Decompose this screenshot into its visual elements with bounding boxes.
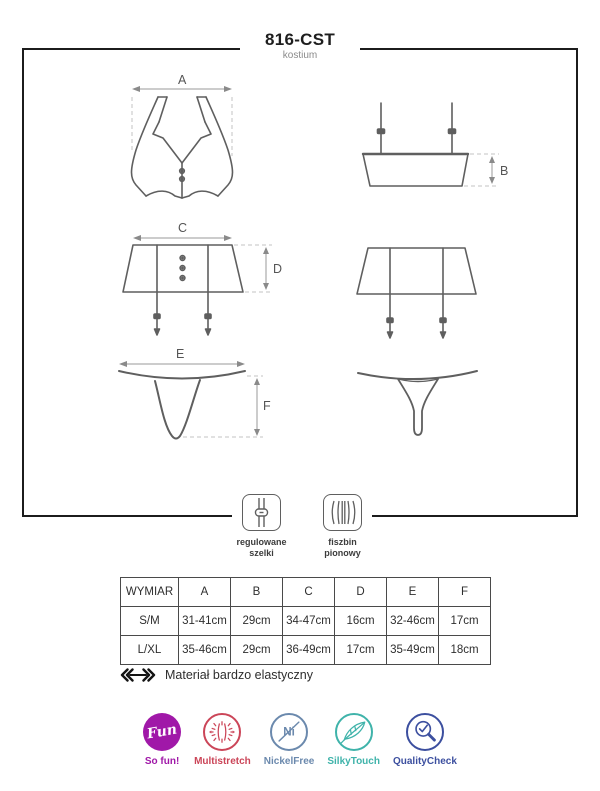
material-note bbox=[120, 668, 313, 682]
inline-feature-icons bbox=[232, 492, 372, 561]
dim-label-a: A bbox=[178, 73, 187, 87]
header-f: F bbox=[439, 578, 491, 607]
garter-skirt-back-drawing bbox=[357, 248, 476, 338]
cell-value: 17cm bbox=[439, 607, 491, 636]
badge-label: Multistretch bbox=[194, 756, 251, 767]
cell-value: 34-47cm bbox=[283, 607, 335, 636]
feature-label-line2: szelki bbox=[249, 548, 274, 558]
dimension-letters bbox=[176, 73, 508, 413]
badge-silkytouch bbox=[327, 713, 380, 767]
cell-value: 36-49cm bbox=[283, 636, 335, 665]
dim-label-c: C bbox=[178, 221, 188, 235]
header-c: C bbox=[283, 578, 335, 607]
cell-value: 35-49cm bbox=[387, 636, 439, 665]
feature-label-line2: pionowy bbox=[324, 548, 361, 558]
cell-value: 16cm bbox=[335, 607, 387, 636]
magnifier-check-icon bbox=[406, 713, 444, 751]
product-title-block bbox=[240, 28, 360, 66]
cell-value: 29cm bbox=[231, 636, 283, 665]
size-table-row-sm bbox=[121, 607, 491, 636]
header-wymiar: WYMIAR bbox=[121, 578, 179, 607]
cell-value: 17cm bbox=[335, 636, 387, 665]
dim-label-e: E bbox=[176, 347, 185, 361]
product-code: 816-CST bbox=[264, 30, 336, 49]
header-a: A bbox=[179, 578, 231, 607]
badge-multistretch bbox=[194, 713, 251, 767]
feature-label-line1: regulowane bbox=[236, 537, 287, 547]
bra-band-back-drawing bbox=[363, 103, 468, 186]
header-e: E bbox=[387, 578, 439, 607]
vest-front-drawing bbox=[132, 97, 233, 198]
badge-qualitycheck bbox=[393, 713, 457, 767]
badge-label: QualityCheck bbox=[392, 756, 457, 767]
cell-value: 29cm bbox=[231, 607, 283, 636]
cell-value: 18cm bbox=[439, 636, 491, 665]
badge-so-fun bbox=[143, 713, 181, 767]
badge-label: SilkyTouch bbox=[327, 756, 380, 767]
header-b: B bbox=[231, 578, 283, 607]
badge-nickelfree bbox=[264, 713, 315, 767]
dim-label-d: D bbox=[273, 262, 283, 276]
size-table bbox=[120, 577, 491, 665]
fun-icon bbox=[143, 713, 181, 751]
size-table-header-row bbox=[121, 578, 491, 607]
thong-back-drawing bbox=[358, 371, 477, 435]
thong-front-drawing bbox=[119, 371, 245, 439]
size-label: L/XL bbox=[121, 636, 179, 665]
badge-label: NickelFree bbox=[263, 756, 315, 767]
dim-label-f: F bbox=[263, 399, 271, 413]
cell-value: 35-46cm bbox=[179, 636, 231, 665]
ni-icon-text: Ni bbox=[283, 725, 295, 739]
header-d: D bbox=[335, 578, 387, 607]
product-type: kostium bbox=[282, 50, 318, 61]
feature-label-line1: fiszbin bbox=[328, 537, 357, 547]
dim-label-b: B bbox=[500, 164, 509, 178]
brand-badges-row bbox=[0, 713, 600, 767]
size-label: S/M bbox=[121, 607, 179, 636]
multistretch-icon bbox=[203, 713, 241, 751]
feather-icon bbox=[335, 713, 373, 751]
cell-value: 32-46cm bbox=[387, 607, 439, 636]
nickel-free-icon bbox=[270, 713, 308, 751]
cell-value: 31-41cm bbox=[179, 607, 231, 636]
badge-label: So fun! bbox=[144, 756, 180, 767]
adjustable-straps-icon bbox=[242, 494, 281, 531]
fun-icon-text: Fun bbox=[145, 721, 179, 743]
vertical-boning-icon bbox=[323, 494, 362, 531]
stretch-arrows-icon bbox=[120, 668, 156, 682]
feature-adjustable-straps bbox=[234, 494, 290, 559]
material-note-text: Materiał bardzo elastyczny bbox=[165, 668, 313, 682]
size-table-row-lxl bbox=[121, 636, 491, 665]
feature-vertical-boning bbox=[315, 494, 371, 559]
dimension-arrowheads bbox=[119, 86, 495, 436]
garter-skirt-front-drawing bbox=[123, 245, 243, 335]
